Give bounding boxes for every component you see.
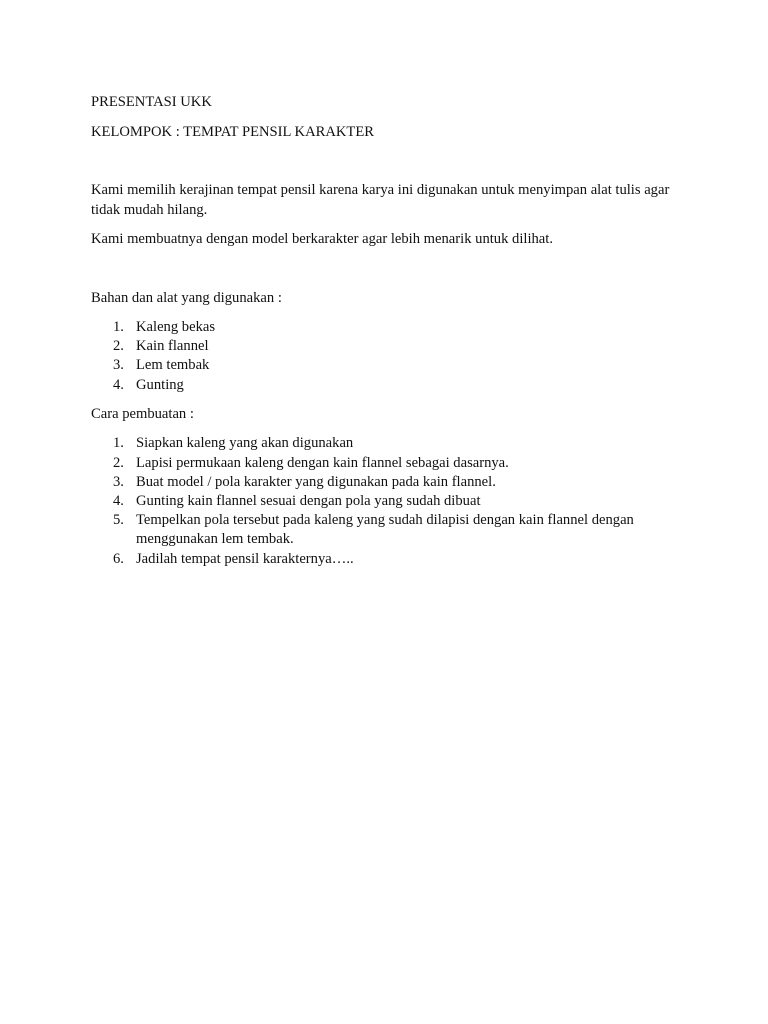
list-number: 4. xyxy=(113,376,124,393)
list-number: 4. xyxy=(113,492,124,509)
list-item xyxy=(91,511,681,549)
list-item-text: Jadilah tempat pensil karakternya….. xyxy=(136,550,354,567)
group-name: KELOMPOK : TEMPAT PENSIL KARAKTER xyxy=(91,123,374,140)
document-page xyxy=(91,93,681,569)
list-number: 1. xyxy=(113,435,124,452)
list-item-text: Kaleng bekas xyxy=(136,319,216,335)
intro-paragraph: Kami membuatnya dengan model berkarakter agar lebih menarik untuk dilihat. xyxy=(91,231,553,247)
list-item-text: Lapisi permukaan kaleng dengan kain flannel sebagai dasarnya. xyxy=(136,454,509,471)
list-item xyxy=(91,454,681,473)
steps-list xyxy=(91,434,681,568)
list-number: 1. xyxy=(113,319,124,335)
list-item-text: Tempelkan pola tersebut pada kaleng yang sudah dilapisi dengan kain flannel dengan menggunakan lem tembak. xyxy=(136,512,634,548)
intro-paragraph: Kami memilih kerajinan tempat pensil karena karya ini digunakan untuk menyimpan alat tulis agar tidak mudah hilang. xyxy=(91,182,670,218)
list-number: 5. xyxy=(113,512,124,529)
list-item xyxy=(91,492,681,511)
list-item xyxy=(91,434,681,453)
materials-heading: Bahan dan alat yang digunakan : xyxy=(91,289,282,306)
list-item-text: Gunting xyxy=(136,376,184,393)
list-item-text: Kain flannel xyxy=(136,338,209,355)
list-item xyxy=(91,473,681,492)
list-number: 2. xyxy=(113,454,124,471)
list-number: 3. xyxy=(113,357,124,374)
list-number: 3. xyxy=(113,473,124,490)
list-item-text: Lem tembak xyxy=(136,357,210,374)
list-item xyxy=(91,337,681,356)
list-item-text: Buat model / pola karakter yang digunakan pada kain flannel. xyxy=(136,473,496,490)
list-item xyxy=(91,356,681,375)
list-number: 6. xyxy=(113,550,124,567)
list-item-text: Gunting kain flannel sesuai dengan pola yang sudah dibuat xyxy=(136,492,481,509)
list-item xyxy=(91,376,681,395)
list-number: 2. xyxy=(113,338,124,355)
steps-heading: Cara pembuatan : xyxy=(91,405,194,422)
list-item xyxy=(91,318,681,337)
materials-list xyxy=(91,318,681,395)
list-item xyxy=(91,550,681,569)
document-title: PRESENTASI UKK xyxy=(91,94,212,110)
list-item-text: Siapkan kaleng yang akan digunakan xyxy=(136,435,354,452)
